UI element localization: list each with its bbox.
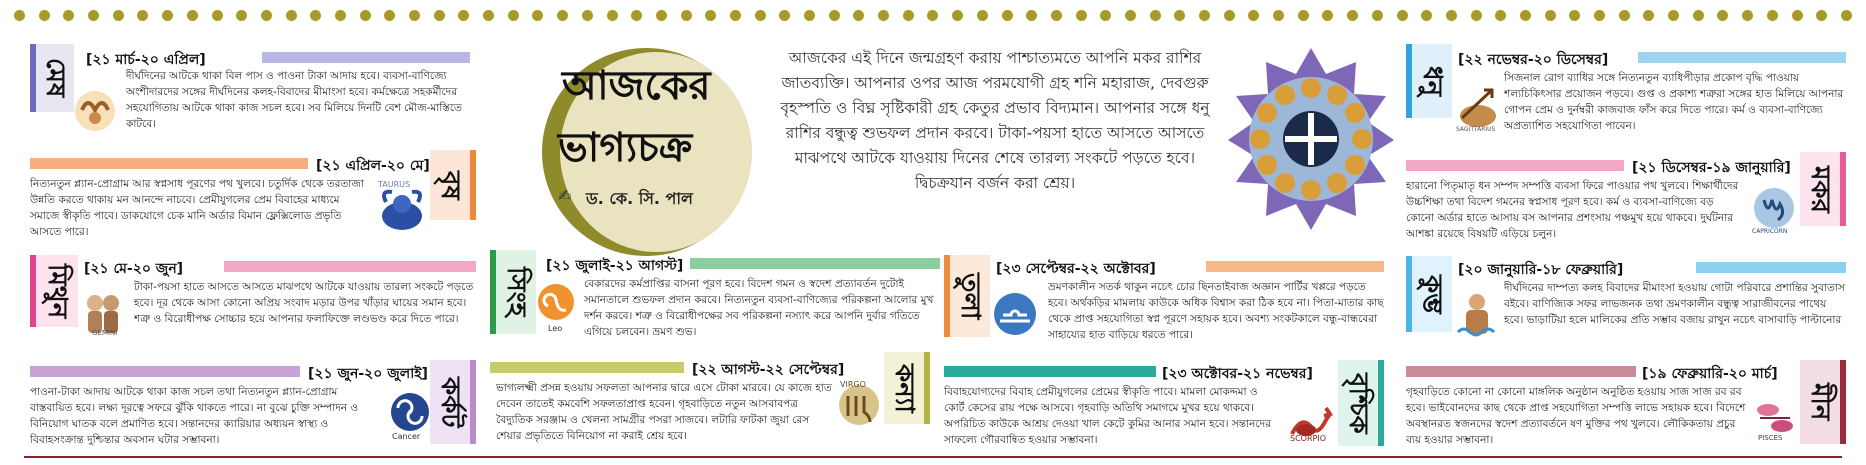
sign-name-makar: মকর	[1805, 165, 1835, 213]
sign-tab-mesh	[30, 44, 74, 112]
scorpio-icon	[1284, 394, 1334, 444]
sign-tab-tula	[944, 255, 990, 337]
capricorn-icon	[1750, 184, 1798, 238]
sign-name-mesh: মেষ	[40, 58, 70, 98]
forecast-brisha: নিত্যনতুন প্ল্যান-প্রোগ্রাম আর স্বপ্নসাধ পূরণের পথ খুলবে। চতুর্দিক থেকে তরতাজা উন্নতি করতে থাকায় মন আনন্দে নাচবে। প্রেমীযুগলের প্রেম বিবাহের মাধ্যমে সমাজে স্বীকৃতি পাবে। ডাকযোগে চেক মানি অর্ডার বিমান ফ্লেক্সিলোড প্রভৃতি আসতে পারে।	[30, 178, 364, 238]
border-dot	[310, 10, 321, 21]
border-dot	[1002, 10, 1013, 21]
border-dot	[1322, 10, 1333, 21]
color-bar-karkat	[30, 366, 300, 377]
sign-tab-mithun	[30, 255, 78, 327]
title-badge	[496, 44, 796, 264]
forecast-kumbha: দীর্ঘদিনের দাম্পত্য কলহ বিবাদের মীমাংসা হওয়ায় গোটা পরিবারে প্রশান্তির সুবাতাস বইবে। বাণিজ্যিক সফর লাভজনক তথা ভ্রমণকালীন বন্ধুত্ব সারাজীবনের পাথেয় হবে। ভাড়াটিয়া হলে মালিকের প্রতি সম্ভাব বজায় রাখুন নচেৎ বাসাবাড়ি পাল্টানোর	[1504, 282, 1845, 326]
date-range-singha: [২১ জুলাই-২১ আগস্ট]	[546, 258, 684, 274]
border-dot	[1372, 10, 1383, 21]
sign-dhanu	[1406, 44, 1846, 148]
cancer-icon	[386, 390, 434, 442]
border-dot	[1273, 10, 1284, 21]
date-range-tula: [২৩ সেপ্টেম্বর-২২ অক্টোবর]	[996, 261, 1156, 277]
border-dot	[1174, 10, 1185, 21]
border-dot	[39, 10, 50, 21]
border-dot	[1421, 10, 1432, 21]
sign-tab-singha	[490, 250, 536, 334]
color-bar-meen	[1406, 366, 1636, 377]
sign-mithun	[30, 255, 476, 355]
zodiac-wheel-icon	[1222, 44, 1400, 232]
border-dot	[1816, 10, 1827, 21]
border-dot	[952, 10, 963, 21]
border-dot	[582, 10, 593, 21]
border-dot	[261, 10, 272, 21]
border-dot	[384, 10, 395, 21]
gemini-icon	[80, 287, 126, 341]
forecast-kanya: ভাগ্যলক্ষ্মী প্রসন্ন হওয়ায় সফলতা আপনার দ্বারে এসে টোকা মারবে। যে কাজে হাত দেবেন তাতেই কমবেশি সফলতাপ্রাপ্ত হবেন। গৃহবাড়িতে নতুন আসবাবপত্র বৈদ্যুতিক সরঞ্জাম ও খেলনা সামগ্রীর পসরা সাজবে। লটারি ফাটকা জুয়া রেস শেয়ার প্রভৃতিতে বিনিয়োগ না করাই শ্রেয় হবে।	[496, 382, 832, 442]
border-dot	[977, 10, 988, 21]
cancer-label: Cancer	[392, 432, 421, 441]
border-dot	[829, 10, 840, 21]
author-name: ড. কে. সি. পাল	[586, 189, 693, 208]
border-dot	[137, 10, 148, 21]
border-dot	[187, 10, 198, 21]
border-dot	[1693, 10, 1704, 21]
libra-icon	[990, 289, 1040, 339]
color-bar-singha	[690, 258, 940, 269]
border-dot	[1643, 10, 1654, 21]
border-dot	[236, 10, 247, 21]
border-dot	[212, 10, 223, 21]
border-dot	[755, 10, 766, 21]
sign-name-mithun: মিথুন	[42, 263, 72, 319]
border-dot	[631, 10, 642, 21]
border-dot	[1347, 10, 1358, 21]
date-range-karkat: [২১ জুন-২০ জুলাই]	[308, 366, 428, 382]
border-dot	[1619, 10, 1630, 21]
color-bar-makar	[1406, 160, 1624, 171]
border-dot	[409, 10, 420, 21]
border-dot	[878, 10, 889, 21]
forecast-singha: বেকারদের কর্মপ্রাপ্তির বাসনা পূরণ হবে। বিদেশ গমন ও স্বদেশ প্রত্যাবর্তন দুটোই সমানতালে শুভফল প্রদান করবে। নিত্যনতুন ব্যবসা-বাণিজ্যের পরিকল্পনা আলোর মুখ দর্শন করবে। শত্রু ও বিরোধীপক্ষের সব পরিকল্পনা নস্যাৎ করে আপনি দুর্বার গতিতে এগিয়ে চলবেন। ভ্রমণ শুভ।	[584, 278, 934, 338]
forecast-tula: ভ্রমণকালীন সতর্ক থাকুন নচেৎ চোর ছিনতাইবাজ অজ্ঞান পার্টির খপ্পরে পড়তে হবে। অর্থকড়ির মামলায় কাউকে অধিক বিশ্বাস করা ঠিক হবে না। পিতা-মাতার কাছ থেকে প্রাপ্ত সহযোগিতা স্বপ্ন পূরণে সহায়ক হবে। অবশ্য সংকটকালে বন্ধু-বান্ধবেরা সাহায্যের হাত বাড়িয়ে ধরতে পারে।	[1048, 281, 1384, 341]
border-dot	[113, 10, 124, 21]
border-dot	[360, 10, 371, 21]
border-dot	[1397, 10, 1408, 21]
scorpio-label: SCORPIO	[1290, 434, 1326, 443]
border-dot	[705, 10, 716, 21]
forecast-meen: গৃহবাড়িতে কোনো না কোনো মাঙ্গলিক অনুষ্ঠান অনুষ্ঠিত হওয়ায় সাজ সাজ রব রব হবে। ভাইবোনদের কাছ থেকে প্রাপ্ত সহযোগিতা সম্পত্তি লাভে সহায়ক হবে। বিদেশে অবস্থানরত স্বজনদের স্বদেশ প্রত্যাবর্তনে ষণ মুক্তির পথ খুলবে। লৌকিকতায় প্রচুর ব্যয় হওয়ার সম্ভাবনা।	[1406, 386, 1746, 446]
forecast-dhanu: সিজনাল রোগ ব্যাধির সঙ্গে নিত্যনতুন ব্যাধিপীড়ার প্রকোপ বৃদ্ধি পাওয়ায় শল্যচিকিৎসার প্রয়োজন পড়বে। গুপ্ত ও প্রকাশ্য শত্রুরা সঙ্গের হাত মিলিয়ে আপনার গোপন প্রেম ও দুর্নম্বরী কাজবাজ ফাঁস করে দিতে পারে। কর্ম ও ব্যবসা-বাণিজ্যে অপ্রত্যাশিত সহযোগিতা পাবেন।	[1504, 72, 1844, 132]
date-range-brischik: [২৩ অক্টোবর-২১ নভেম্বর]	[1162, 366, 1313, 382]
gemini-label: GEMINI	[92, 329, 118, 337]
date-range-dhanu: [২২ নভেম্বর-২০ ডিসেম্বর]	[1458, 52, 1609, 68]
pen-icon: ✍	[558, 186, 572, 205]
border-dot	[1026, 10, 1037, 21]
border-dot	[1199, 10, 1210, 21]
color-bar-kumbha	[1696, 262, 1846, 273]
forecast-mithun: টাকা-পয়সা হাতে আসতে আসতে মাঝপথে আটকে যাওয়ায় তারল্য সংকটে পড়তে হবে। দূর থেকে আসা কোনো অপ্রিয় সংবাদ মড়ার উপর খাঁড়ার ঘায়ের সমান হবে। শত্রু ও বিরোধীপক্ষ সোচ্চার হয়ে আপনার ফলাফিক্তে লণ্ডভণ্ড করে দিতে পারে।	[134, 281, 474, 325]
pisces-icon	[1752, 392, 1798, 444]
border-dot	[557, 10, 568, 21]
border-dot	[1224, 10, 1235, 21]
border-dot	[532, 10, 543, 21]
border-dot	[656, 10, 667, 21]
border-dot	[88, 10, 99, 21]
sign-makar	[1406, 152, 1846, 252]
capricorn-label: CAPRICORN	[1752, 228, 1788, 235]
sign-name-kanya: কন্যা	[889, 363, 919, 413]
date-range-kumbha: [২০ জানুয়ারি-১৮ ফেব্রুয়ারি]	[1458, 262, 1624, 278]
sign-meen	[1406, 360, 1846, 456]
border-dot	[1051, 10, 1062, 21]
sign-name-tula: তুলা	[955, 272, 985, 320]
date-range-makar: [২১ ডিসেম্বর-১৯ জানুয়ারি]	[1632, 160, 1791, 176]
sign-kanya	[490, 352, 930, 456]
color-bar-mithun	[224, 261, 476, 272]
color-bar-brischik	[944, 366, 1156, 377]
border-dot	[804, 10, 815, 21]
sign-mesh	[30, 44, 472, 154]
border-dot	[286, 10, 297, 21]
date-range-mithun: [২১ মে-২০ জুন]	[84, 261, 184, 277]
sign-kumbha	[1406, 256, 1846, 356]
border-dot	[927, 10, 938, 21]
sign-tula	[944, 255, 1384, 355]
sign-name-dhanu: ধনু	[1417, 65, 1447, 97]
date-range-meen: [১৯ ফেব্রুয়ারি-২০ মার্চ]	[1642, 366, 1778, 382]
date-range-mesh: [২১ মার্চ-২০ এপ্রিল]	[86, 52, 206, 68]
border-dot	[1841, 10, 1852, 21]
border-dot	[1742, 10, 1753, 21]
sagittarius-label: SAGITTARIUS	[1456, 126, 1496, 133]
border-dot	[1495, 10, 1506, 21]
top-dotted-border	[14, 10, 1852, 22]
title-line-2: ভাগ্যচক্র	[558, 124, 693, 171]
border-dot	[1100, 10, 1111, 21]
date-range-kanya: [২২ আগস্ট-২২ সেপ্টেম্বর]	[692, 362, 845, 378]
border-dot	[1668, 10, 1679, 21]
border-dot	[162, 10, 173, 21]
border-dot	[779, 10, 790, 21]
sign-tab-kanya	[884, 352, 930, 424]
border-dot	[1717, 10, 1728, 21]
sign-tab-makar	[1800, 152, 1846, 226]
sign-tab-kumbha	[1406, 256, 1452, 332]
border-dot	[1125, 10, 1136, 21]
sign-tab-brischik	[1338, 360, 1384, 446]
border-dot	[508, 10, 519, 21]
aquarius-icon	[1452, 288, 1502, 342]
intro-paragraph: আজকের এই দিনে জন্মগ্রহণ করায় পাশ্চাত্যমতে আপনি মকর রাশির জাতব্যক্তি। আপনার ওপর আজ পরমযোগী গ্রহ শনি মহারাজ, দেবগুরু বৃহস্পতি ও বিঘ্ন সৃষ্টিকারী গ্রহ কেতুর প্রভাব বিদ্যমান। আপনার সঙ্গে ধনু রাশির বন্ধুত্ব শুভফল প্রদান করবে। টাকা-পয়সা হাতে আসতে আসতে মাঝপথে আটকে যাওয়ায় দিনের শেষে তারল্য সংকটে পড়তে হবে। দ্বিচক্রযান বর্জন করা শ্রেয়।	[780, 49, 1210, 192]
title-line-1: আজকের	[562, 62, 711, 109]
sign-singha	[490, 250, 940, 350]
sign-name-brisha: বৃষ	[435, 170, 465, 200]
border-dot	[853, 10, 864, 21]
border-dot	[903, 10, 914, 21]
sign-name-meen: মীন	[1805, 383, 1835, 421]
color-bar-tula	[1206, 261, 1384, 272]
sign-name-singha: সিংহ	[501, 267, 531, 317]
border-dot	[434, 10, 445, 21]
sign-name-kumbha: কুম্ভ	[1417, 274, 1447, 314]
border-dot	[1150, 10, 1161, 21]
border-dot	[1520, 10, 1531, 21]
border-dot	[607, 10, 618, 21]
border-dot	[1792, 10, 1803, 21]
leo-label: Leo	[548, 324, 563, 333]
sign-tab-brisha	[430, 150, 476, 220]
virgo-label: VIRGO	[840, 380, 866, 389]
color-bar-dhanu	[1638, 52, 1846, 63]
taurus-label: TAURUS	[378, 180, 411, 189]
leo-icon	[534, 280, 578, 336]
border-dot	[1545, 10, 1556, 21]
sign-tab-karkat	[430, 360, 476, 444]
border-dot	[730, 10, 741, 21]
border-dot	[681, 10, 692, 21]
virgo-icon	[836, 380, 882, 430]
border-dot	[1298, 10, 1309, 21]
color-bar-kanya	[490, 362, 684, 373]
pisces-label: PISCES	[1758, 434, 1783, 442]
sign-brischik	[944, 360, 1384, 456]
border-dot	[1594, 10, 1605, 21]
sagittarius-icon	[1452, 82, 1502, 136]
color-bar-mesh	[262, 52, 470, 63]
forecast-makar: হারানো পিতৃমাতৃ ধন সম্পদ সম্পত্তি ব্যবসা ফিরে পাওয়ার পথ খুলবে। শিক্ষার্থীদের উচ্চশিক্ষা তথা বিদেশ গমনের স্বপ্নসাধ পূরণ হবে। কর্ম ও ব্যবসা-বাণিজ্যে বড় কোনো অর্ডার হাতে আসায় বস আপনার প্রশংসায় পঞ্চমুখ হয়ে থাকবে। দুর্ঘটনার আশঙ্কা রয়েছে বিষয়টি এড়িয়ে চলুন।	[1406, 180, 1739, 240]
border-dot	[1569, 10, 1580, 21]
border-dot	[458, 10, 469, 21]
border-dot	[1767, 10, 1778, 21]
border-dot	[1076, 10, 1087, 21]
sign-brisha	[30, 150, 476, 250]
forecast-mesh: দীর্ঘদিনের আটকে থাকা বিল পাস ও পাওনা টাকা আদায় হবে। ব্যবসা-বাণিজ্যে অংশীদারদের সঙ্গের দীর্ঘদিনের কলহ-বিবাদের মীমাংসা হবে। কর্মক্ষেত্রে সহকর্মীদের সহযোগিতায় আটকে থাকা কাজ সচল হবে। সব মিলিয়ে দিনটি বেশ মৌজ-মাস্তিতে কাটবে।	[126, 70, 462, 130]
border-dot	[335, 10, 346, 21]
border-dot	[483, 10, 494, 21]
border-dot	[1248, 10, 1259, 21]
sign-name-karkat: কর্কট	[435, 376, 465, 428]
border-dot	[1471, 10, 1482, 21]
forecast-brischik: বিবাহযোগ্যদের বিবাহ প্রেমীযুগলের প্রেমের স্বীকৃতি পাবে। মামলা মোকদ্দমা ও কোর্ট কেসের রায় পক্ষে আসবে। গৃহবাড়ি অতিথি সমাগমে মুখর হয়ে থাকবে। অপরিচিত কাউকে আশ্রয় দেওয়া খাল কেটে কুমির আনার সমান হবে। সন্তানদের সাফল্যে গৌরবান্বিত হওয়ার সম্ভাবনা।	[944, 386, 1271, 446]
border-dot	[14, 10, 25, 21]
border-dot	[63, 10, 74, 21]
border-dot	[1446, 10, 1457, 21]
sign-name-brischik: বৃশ্চিক	[1343, 372, 1373, 434]
taurus-icon	[376, 180, 428, 236]
aries-icon	[70, 86, 120, 136]
sign-karkat	[30, 360, 476, 456]
sign-tab-dhanu	[1406, 44, 1452, 118]
date-range-brisha: [২১ এপ্রিল-২০ মে]	[316, 158, 430, 174]
sign-tab-meen	[1800, 360, 1846, 444]
forecast-karkat: পাওনা-টাকা আদায় আটকে থাকা কাজ সচল তথা নিত্যনতুন প্ল্যান-প্রোগ্রাম বাস্তবায়িত হবে। লক্ষ্য দূরত্বে সফরে ঝুঁকি থাকতে পারে। না বুঝে চুক্তি সম্পাদন ও বিনিয়োগ ঘাতক বলে প্রমাণিত হবে। সন্তানদের ক্যারিয়ার অধ্যয়ন স্বাস্থ্য ও বিবাহসংক্রান্ত দুশ্চিন্তার অবসান ঘটার সম্ভাবনা।	[30, 386, 359, 446]
bottom-rule	[24, 456, 1842, 458]
color-bar-brisha	[30, 158, 308, 169]
